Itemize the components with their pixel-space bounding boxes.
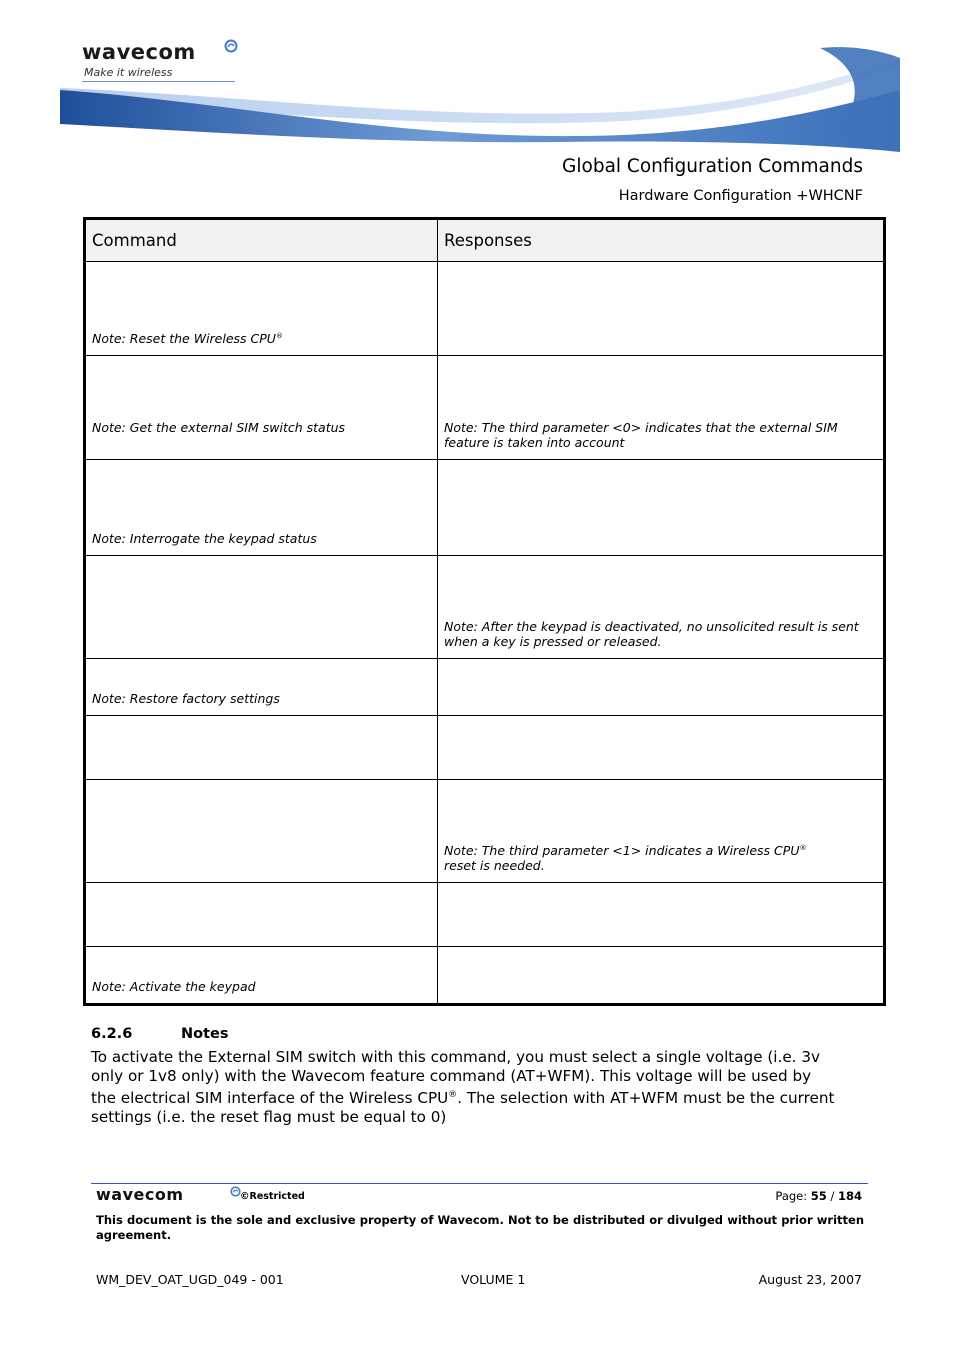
page-current: 55 [810, 1189, 827, 1203]
logo-wordmark: wavecom [82, 40, 196, 64]
registered-mark: ® [275, 331, 283, 340]
footer-date: August 23, 2007 [758, 1272, 862, 1287]
page-separator: / [826, 1189, 838, 1203]
column-header-responses: Responses [438, 219, 885, 262]
notes-text-part1: To activate the External SIM switch with this command, you must select a single voltage (i.e. 3v only or 1v8 only) with the Wavecom feature command (AT+WFM). This voltage will be used by the electrical SIM interface of the Wireless CPU [91, 1048, 820, 1108]
table-header-row [85, 219, 885, 262]
command-cell [85, 947, 438, 1005]
response-cell [438, 780, 885, 883]
footer-volume: VOLUME 1 [461, 1272, 526, 1287]
footer-logo [96, 1185, 184, 1204]
table-row [85, 356, 885, 460]
command-table [83, 217, 886, 1006]
footer-legal-notice: This document is the sole and exclusive property of Wavecom. Not to be distributed or divulged without prior written agreement. [96, 1213, 864, 1242]
response-note: Note: The third parameter <1> indicates a Wireless CPU [444, 843, 800, 858]
table-row [85, 556, 885, 659]
command-cell [85, 883, 438, 947]
response-cell [438, 356, 885, 460]
response-cell [438, 262, 885, 356]
command-note: Note: Interrogate the keypad status [92, 531, 317, 546]
command-cell [85, 460, 438, 556]
command-cell [85, 659, 438, 716]
page-label: Page: [775, 1189, 811, 1203]
command-note: Note: Restore factory settings [92, 691, 280, 706]
response-cell [438, 659, 885, 716]
logo-tagline: Make it wireless [84, 66, 173, 79]
command-note: Note: Activate the keypad [92, 979, 256, 994]
logo-swirl-icon [224, 39, 238, 53]
wavecom-logo [82, 40, 196, 79]
response-cell [438, 556, 885, 659]
section-title: Global Configuration Commands [562, 156, 863, 177]
registered-mark: ® [448, 1090, 458, 1100]
table-row [85, 262, 885, 356]
command-note: Note: Reset the Wireless CPU [92, 331, 276, 346]
command-cell [85, 556, 438, 659]
notes-section-number: 6.2.6 [91, 1026, 133, 1042]
command-cell [85, 262, 438, 356]
table-row [85, 947, 885, 1005]
command-cell [85, 356, 438, 460]
command-cell [85, 716, 438, 780]
section-subtitle: Hardware Configuration +WHCNF [618, 188, 863, 204]
command-cell [85, 780, 438, 883]
response-cell [438, 460, 885, 556]
table-row [85, 716, 885, 780]
response-note: Note: The third parameter <0> indicates that the external SIM feature is taken into account [444, 420, 838, 450]
logo-underline [82, 81, 235, 82]
response-cell [438, 947, 885, 1005]
table-row [85, 780, 885, 883]
response-cell [438, 716, 885, 780]
table-row [85, 659, 885, 716]
response-cell [438, 883, 885, 947]
notes-paragraph [91, 1048, 836, 1127]
footer-document-reference: WM_DEV_OAT_UGD_049 - 001 [96, 1272, 284, 1287]
notes-section-title: Notes [181, 1026, 229, 1042]
notes-text-part2: . The selection with AT+WFM must be the current settings (i.e. the reset flag must be equal to 0) [91, 1089, 835, 1127]
table-row [85, 883, 885, 947]
footer-logo-wordmark: wavecom [96, 1185, 184, 1204]
command-note: Note: Get the external SIM switch status [92, 420, 346, 435]
response-note: Note: After the keypad is deactivated, no unsolicited result is sent when a key is pressed or released. [444, 619, 859, 649]
notes-heading [91, 1026, 229, 1042]
response-note-tail: reset is needed. [444, 858, 545, 873]
column-header-command: Command [85, 219, 438, 262]
footer-restricted-label: ©Restricted [240, 1191, 305, 1202]
table-row [85, 460, 885, 556]
registered-mark: ® [799, 843, 807, 852]
footer-divider [91, 1183, 868, 1184]
page-total: 184 [837, 1189, 862, 1203]
footer-page-number [775, 1189, 862, 1203]
